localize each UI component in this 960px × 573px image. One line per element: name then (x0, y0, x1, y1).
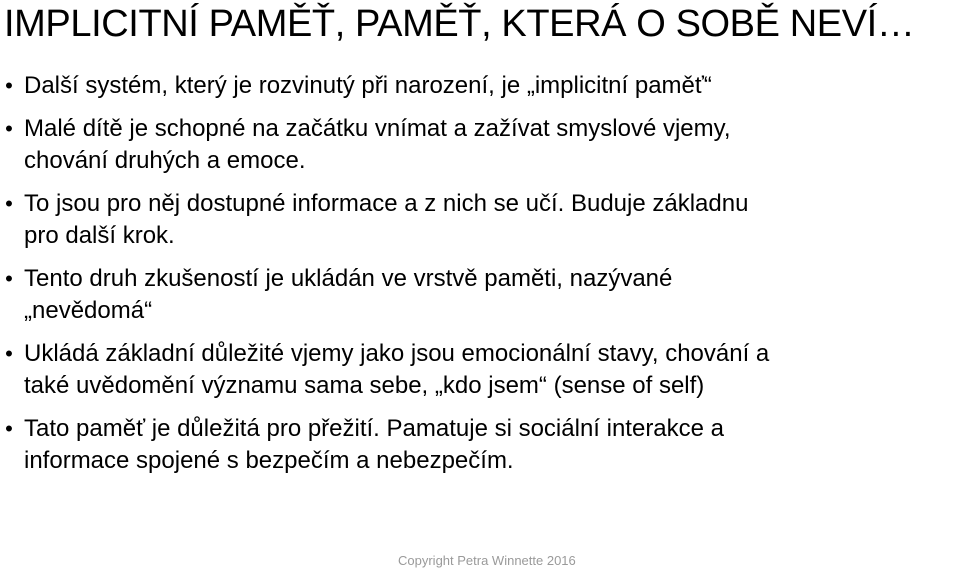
slide-title: IMPLICITNÍ PAMĚŤ, PAMĚŤ, KTERÁ O SOBĚ NEVÍ… (4, 3, 915, 45)
bullet-item (0, 338, 960, 402)
bullet-dot-icon: • (5, 191, 13, 216)
bullet-text: Malé dítě je schopné na začátku vnímat a zažívat smyslové vjemy, chování druhých a emoce. (24, 115, 731, 174)
bullet-item (0, 263, 960, 327)
bullet-dot-icon: • (5, 416, 13, 441)
bullet-item (0, 70, 960, 102)
bullet-text: To jsou pro něj dostupné informace a z nich se učí. Buduje základnu pro další krok. (24, 190, 749, 249)
bullet-dot-icon: • (5, 116, 13, 141)
bullet-list (0, 70, 960, 477)
bullet-text: Tento druh zkušeností je ukládán ve vrstvě paměti, nazývané „nevědomá“ (24, 265, 673, 324)
bullet-dot-icon: • (5, 341, 13, 366)
bullet-dot-icon: • (5, 73, 13, 98)
bullet-item (0, 413, 960, 477)
bullet-item (0, 188, 960, 252)
copyright-footer: Copyright Petra Winnette 2016 (398, 553, 576, 568)
bullet-text: Ukládá základní důležité vjemy jako jsou emocionální stavy, chování a také uvědomění významu sama sebe, „kdo jsem“ (sense of self) (24, 340, 770, 399)
bullet-item (0, 113, 960, 177)
bullet-text: Tato paměť je důležitá pro přežití. Pamatuje si sociální interakce a informace spojené s bezpečím a nebezpečím. (24, 415, 725, 474)
bullet-dot-icon: • (5, 266, 13, 291)
bullet-text: Další systém, který je rozvinutý při narození, je „implicitní paměť“ (24, 72, 712, 99)
